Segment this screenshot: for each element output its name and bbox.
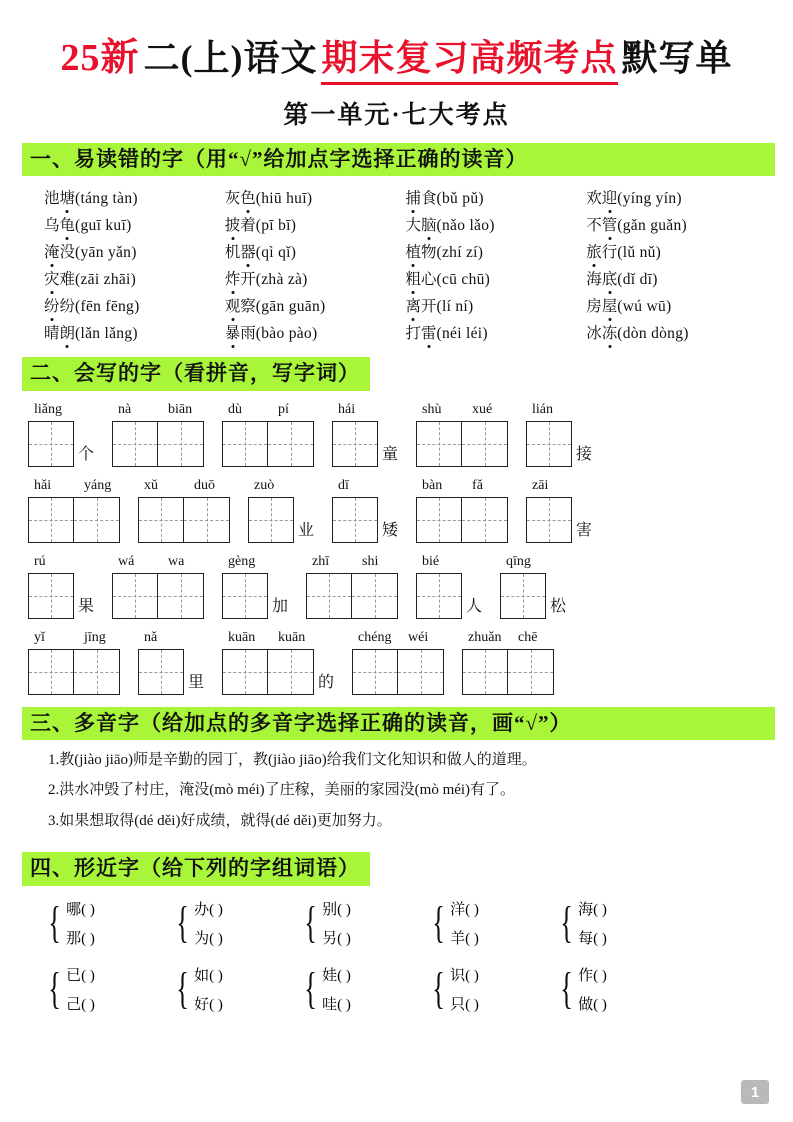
tianzige-box[interactable] (184, 497, 230, 543)
pinyin-hint: nǎ (144, 629, 158, 645)
title-part-type: 默写单 (621, 38, 733, 78)
pinyin-hint: dù pí (228, 401, 289, 417)
tianzige-box[interactable] (222, 573, 268, 619)
word-characters: 海底 (586, 271, 617, 288)
section-heading-1: 一、易读错的字（用“√”给加点字选择正确的读音） (22, 143, 775, 176)
pinyin-choice-item[interactable] (44, 267, 225, 289)
tianzige-box[interactable] (462, 649, 508, 695)
fixed-character: 里 (188, 673, 205, 691)
tianzige-box[interactable] (138, 649, 184, 695)
tianzige-group[interactable] (28, 649, 120, 695)
pinyin-hint: hǎi yáng (34, 477, 112, 493)
tianzige-group[interactable] (306, 573, 398, 619)
pinyin-hint: zhī shi (312, 553, 379, 569)
word-characters: 粗心 (406, 271, 437, 288)
pinyin-options[interactable]: (gān guān) (255, 298, 326, 316)
character-blank-item[interactable]: 那( ) (66, 930, 95, 947)
pinyin-options[interactable]: (lǎn lǎng) (75, 325, 138, 343)
brace-icon: { (48, 963, 61, 1013)
writing-cell (138, 477, 230, 543)
brace-icon: { (48, 897, 61, 947)
tianzige-box[interactable] (526, 421, 572, 467)
tianzige-group[interactable] (222, 421, 314, 467)
tianzige-box[interactable] (222, 421, 268, 467)
word-characters: 乌龟 (44, 217, 75, 234)
tianzige-group[interactable] (526, 497, 592, 543)
similar-characters-group (556, 964, 684, 1014)
fixed-character: 童 (382, 445, 399, 463)
pinyin-choice-item[interactable] (44, 294, 225, 316)
pinyin-choice-item[interactable] (225, 267, 406, 289)
fixed-character: 害 (576, 521, 593, 539)
title-part-year: 25新 (60, 37, 140, 79)
character-blank-item[interactable]: 哪( ) (66, 901, 95, 918)
pinyin-hint: xǔ duō (144, 477, 215, 493)
fixed-character: 业 (298, 521, 315, 539)
pinyin-choice-item[interactable] (406, 186, 587, 208)
character-blank-item[interactable]: 好( ) (194, 996, 223, 1013)
tianzige-box[interactable] (28, 497, 74, 543)
character-blank-item[interactable]: 海( ) (578, 901, 607, 918)
word-characters: 欢迎 (586, 190, 617, 207)
pinyin-options[interactable]: (guī kuī) (75, 217, 132, 235)
page-number-badge: 1 (741, 1080, 769, 1104)
pinyin-options[interactable]: (hiū huī) (255, 190, 313, 208)
pinyin-choice-item[interactable] (225, 240, 406, 262)
title-part-topic: 期末复习高频考点 (321, 30, 617, 85)
character-blank-item[interactable]: 羊( ) (450, 930, 479, 947)
character-blank-item[interactable]: 作( ) (578, 967, 607, 984)
pinyin-choice-item[interactable] (225, 294, 406, 316)
character-blank-item[interactable]: 如( ) (194, 967, 223, 984)
character-blank-item[interactable]: 办( ) (194, 901, 223, 918)
tianzige-group[interactable] (332, 497, 398, 543)
fixed-character: 的 (318, 673, 335, 691)
pinyin-hint: chéng wéi (358, 629, 429, 645)
word-characters: 旅行 (586, 244, 617, 261)
pinyin-options[interactable]: (néi léi) (436, 325, 488, 343)
brace-icon: { (560, 963, 573, 1013)
character-blank-item[interactable]: 别( ) (322, 901, 351, 918)
tianzige-group[interactable] (500, 573, 566, 619)
pinyin-hint: zuò (254, 477, 275, 493)
pinyin-hint: bié (422, 553, 440, 569)
writing-cell (306, 553, 398, 619)
pinyin-options[interactable]: (yíng yín) (617, 190, 682, 208)
fixed-character: 接 (576, 445, 593, 463)
pinyin-hint: shù xué (422, 401, 493, 417)
character-pair (194, 898, 223, 948)
similar-characters-group (44, 898, 172, 948)
fixed-character: 果 (78, 597, 95, 615)
tianzige-group[interactable] (416, 497, 508, 543)
brace-icon: { (176, 897, 189, 947)
similar-characters-group (172, 964, 300, 1014)
word-characters: 池塘 (44, 190, 75, 207)
word-characters: 离开 (406, 298, 437, 315)
pinyin-choice-item[interactable] (586, 321, 767, 343)
pinyin-choice-item[interactable] (586, 213, 767, 235)
pinyin-options[interactable]: (táng tàn) (75, 190, 138, 208)
writing-cell (28, 401, 94, 467)
polyphone-sentence-list (18, 746, 775, 833)
pinyin-choice-item[interactable] (225, 321, 406, 343)
pinyin-hint: rú (34, 553, 46, 569)
tianzige-group[interactable] (112, 421, 204, 467)
character-pair (578, 964, 607, 1014)
tianzige-box[interactable] (332, 497, 378, 543)
character-blank-item[interactable]: 另( ) (322, 930, 351, 947)
tianzige-box[interactable] (28, 573, 74, 619)
tianzige-box[interactable] (416, 421, 462, 467)
title-part-grade: 二(上)语文 (143, 38, 318, 78)
writing-cell (332, 477, 398, 543)
similar-characters-group (300, 964, 428, 1014)
writing-cell (222, 553, 288, 619)
word-characters: 灾难 (44, 271, 75, 288)
tianzige-box[interactable] (74, 649, 120, 695)
similar-characters-group (556, 898, 684, 948)
character-blank-item[interactable]: 哇( ) (322, 996, 351, 1013)
tianzige-box[interactable] (526, 497, 572, 543)
tianzige-group[interactable] (332, 421, 398, 467)
page-title (18, 26, 775, 85)
similar-characters-group (428, 898, 556, 948)
writing-cell (28, 629, 120, 695)
tianzige-group[interactable] (222, 649, 334, 695)
writing-row (28, 477, 771, 543)
character-blank-item[interactable]: 己( ) (66, 996, 95, 1013)
word-characters: 打雷 (406, 325, 437, 342)
writing-cell (526, 401, 592, 467)
writing-cell (500, 553, 566, 619)
page-subtitle: 第一单元·七大考点 (283, 102, 510, 129)
brace-icon: { (304, 897, 317, 947)
character-pair (322, 898, 351, 948)
tianzige-box[interactable] (508, 649, 554, 695)
writing-cell (138, 629, 204, 695)
character-pair (450, 898, 479, 948)
polyphone-sentence[interactable]: 2.洪水冲毁了村庄，淹没(mò méi)了庄稼，美丽的家园没(mò méi)有了。 (48, 782, 516, 799)
character-blank-item[interactable]: 为( ) (194, 930, 223, 947)
writing-cell (112, 401, 204, 467)
fixed-character: 人 (466, 597, 483, 615)
pinyin-hint: hái (338, 401, 356, 417)
character-pair (322, 964, 351, 1014)
tianzige-group[interactable] (28, 573, 94, 619)
pinyin-choice-item[interactable] (44, 213, 225, 235)
pinyin-options[interactable]: (cū chū) (436, 271, 491, 289)
pinyin-choice-item[interactable] (586, 240, 767, 262)
pinyin-choice-item[interactable] (586, 267, 767, 289)
pinyin-hint: dī (338, 477, 349, 493)
tianzige-box[interactable] (306, 573, 352, 619)
section-heading-2: 二、会写的字（看拼音，写字词） (22, 357, 370, 390)
writing-cell (248, 477, 314, 543)
writing-row (28, 629, 771, 695)
fixed-character: 个 (78, 445, 95, 463)
writing-cell (352, 629, 444, 695)
character-blank-item[interactable]: 已( ) (66, 967, 95, 984)
pinyin-hint: zhuǎn chē (468, 629, 538, 645)
fixed-character: 矮 (382, 521, 399, 539)
character-blank-item[interactable]: 做( ) (578, 996, 607, 1013)
writing-cell (28, 477, 120, 543)
pinyin-choice-item[interactable] (225, 186, 406, 208)
tianzige-box[interactable] (268, 421, 314, 467)
tianzige-box[interactable] (352, 649, 398, 695)
tianzige-group[interactable] (526, 421, 592, 467)
tianzige-group[interactable] (462, 649, 554, 695)
character-pair (450, 964, 479, 1014)
tianzige-box[interactable] (416, 573, 462, 619)
tianzige-box[interactable] (248, 497, 294, 543)
pinyin-hint: yǐ jīng (34, 629, 106, 645)
tianzige-group[interactable] (416, 573, 482, 619)
writing-boxes-block (18, 397, 775, 695)
tianzige-group[interactable] (416, 421, 508, 467)
tianzige-box[interactable] (28, 649, 74, 695)
pinyin-choice-item[interactable] (406, 267, 587, 289)
pinyin-hint: qīng (506, 553, 531, 569)
word-characters: 淹没 (44, 244, 75, 261)
word-characters: 植物 (406, 244, 437, 261)
brace-icon: { (432, 963, 445, 1013)
pinyin-choice-item[interactable] (225, 213, 406, 235)
brace-icon: { (176, 963, 189, 1013)
pinyin-choice-grid (18, 182, 775, 345)
tianzige-box[interactable] (112, 573, 158, 619)
tianzige-group[interactable] (222, 573, 288, 619)
tianzige-group[interactable] (138, 649, 204, 695)
writing-cell (112, 553, 204, 619)
section-heading-4: 四、形近字（给下列的字组词语） (22, 852, 370, 885)
writing-cell (416, 553, 482, 619)
fixed-character: 加 (272, 597, 289, 615)
pinyin-choice-item[interactable] (406, 294, 587, 316)
pinyin-options[interactable]: (lǔ nǔ) (617, 244, 662, 262)
tianzige-group[interactable] (112, 573, 204, 619)
word-characters: 不管 (586, 217, 617, 234)
tianzige-box[interactable] (74, 497, 120, 543)
similar-characters-group (44, 964, 172, 1014)
character-blank-item[interactable]: 每( ) (578, 930, 607, 947)
similar-characters-block (18, 892, 775, 1014)
pinyin-options[interactable]: (qì qǐ) (255, 244, 297, 262)
tianzige-box[interactable] (462, 421, 508, 467)
tianzige-box[interactable] (112, 421, 158, 467)
pinyin-options[interactable]: (wú wū) (617, 298, 672, 316)
fixed-character: 松 (550, 597, 567, 615)
character-pair (578, 898, 607, 948)
pinyin-choice-item[interactable] (44, 240, 225, 262)
pinyin-hint: kuān kuān (228, 629, 306, 645)
tianzige-group[interactable] (248, 497, 314, 543)
writing-cell (332, 401, 398, 467)
character-blank-item[interactable]: 娃( ) (322, 967, 351, 984)
tianzige-box[interactable] (462, 497, 508, 543)
similar-characters-group (300, 898, 428, 948)
pinyin-options[interactable]: (lí ní) (436, 298, 474, 316)
similar-characters-group (428, 964, 556, 1014)
writing-cell (222, 401, 314, 467)
pinyin-options[interactable]: (fēn fēng) (75, 298, 140, 316)
brace-icon: { (560, 897, 573, 947)
brace-icon: { (432, 897, 445, 947)
writing-cell (526, 477, 592, 543)
tianzige-group[interactable] (352, 649, 444, 695)
writing-cell (462, 629, 554, 695)
character-blank-item[interactable]: 洋( ) (450, 901, 479, 918)
tianzige-box[interactable] (500, 573, 546, 619)
polyphone-sentence[interactable]: 1.教(jiào jiāo)师是辛勤的园丁，教(jiào jiāo)给我们文化知识和做人的道理。 (48, 751, 537, 768)
word-characters: 捕食 (406, 190, 437, 207)
word-characters: 大脑 (406, 217, 437, 234)
writing-row (28, 401, 771, 467)
pinyin-options[interactable]: (bào pào) (255, 325, 318, 343)
section-heading-3: 三、多音字（给加点的多音字选择正确的读音，画“√”） (22, 707, 775, 740)
character-pair (66, 898, 95, 948)
pinyin-choice-item[interactable] (44, 186, 225, 208)
tianzige-box[interactable] (268, 649, 314, 695)
tianzige-box[interactable] (398, 649, 444, 695)
pinyin-options[interactable]: (yān yǎn) (75, 244, 137, 262)
tianzige-box[interactable] (28, 421, 74, 467)
pinyin-options[interactable]: (dòn dòng) (617, 325, 689, 343)
character-blank-item[interactable]: 只( ) (450, 996, 479, 1013)
character-pair (194, 964, 223, 1014)
character-pair (66, 964, 95, 1014)
pinyin-options[interactable]: (dǐ dī) (617, 271, 658, 289)
word-characters: 房屋 (586, 298, 617, 315)
pinyin-options[interactable]: (nǎo lǎo) (436, 217, 495, 235)
character-blank-item[interactable]: 识( ) (450, 967, 479, 984)
tianzige-box[interactable] (158, 421, 204, 467)
pinyin-choice-item[interactable] (406, 213, 587, 235)
tianzige-box[interactable] (138, 497, 184, 543)
tianzige-group[interactable] (28, 421, 94, 467)
pinyin-options[interactable]: (zhà zà) (255, 271, 308, 289)
brace-icon: { (304, 963, 317, 1013)
word-characters: 炸开 (225, 271, 256, 288)
pinyin-hint: bàn fǎ (422, 477, 483, 493)
tianzige-box[interactable] (416, 497, 462, 543)
pinyin-hint: zāi (532, 477, 549, 493)
writing-row (28, 553, 771, 619)
writing-cell (28, 553, 94, 619)
pinyin-options[interactable]: (pī bī) (255, 217, 297, 235)
similar-characters-group (172, 898, 300, 948)
pinyin-hint: lián (532, 401, 554, 417)
pinyin-hint: liǎng (34, 401, 62, 417)
pinyin-options[interactable]: (gǎn guǎn) (617, 217, 687, 235)
word-characters: 冰冻 (586, 325, 617, 342)
similar-characters-row (44, 898, 765, 948)
word-characters: 晴朗 (44, 325, 75, 342)
writing-cell (416, 401, 508, 467)
tianzige-box[interactable] (222, 649, 268, 695)
word-characters: 灰色 (225, 190, 256, 207)
word-characters: 纷纷 (44, 298, 75, 315)
pinyin-hint: nà biān (118, 401, 193, 417)
word-characters: 机器 (225, 244, 256, 261)
tianzige-box[interactable] (352, 573, 398, 619)
pinyin-hint: gèng (228, 553, 256, 569)
writing-cell (416, 477, 508, 543)
word-characters: 暴雨 (225, 325, 256, 342)
pinyin-choice-item[interactable] (406, 321, 587, 343)
word-characters: 观察 (225, 298, 256, 315)
pinyin-options[interactable]: (bǔ pǔ) (436, 190, 484, 208)
pinyin-choice-item[interactable] (586, 186, 767, 208)
pinyin-choice-item[interactable] (44, 321, 225, 343)
pinyin-options[interactable]: (zhí zí) (436, 244, 484, 262)
pinyin-hint: wá wa (118, 553, 185, 569)
tianzige-group[interactable] (28, 497, 120, 543)
similar-characters-row (44, 964, 765, 1014)
polyphone-sentence[interactable]: 3.如果想取得(dé děi)好成绩，就得(dé děi)更加努力。 (48, 812, 392, 829)
pinyin-choice-item[interactable] (406, 240, 587, 262)
tianzige-box[interactable] (158, 573, 204, 619)
pinyin-options[interactable]: (zāi zhāi) (75, 271, 137, 289)
pinyin-choice-item[interactable] (586, 294, 767, 316)
word-characters: 披着 (225, 217, 256, 234)
tianzige-box[interactable] (332, 421, 378, 467)
tianzige-group[interactable] (138, 497, 230, 543)
writing-cell (222, 629, 334, 695)
